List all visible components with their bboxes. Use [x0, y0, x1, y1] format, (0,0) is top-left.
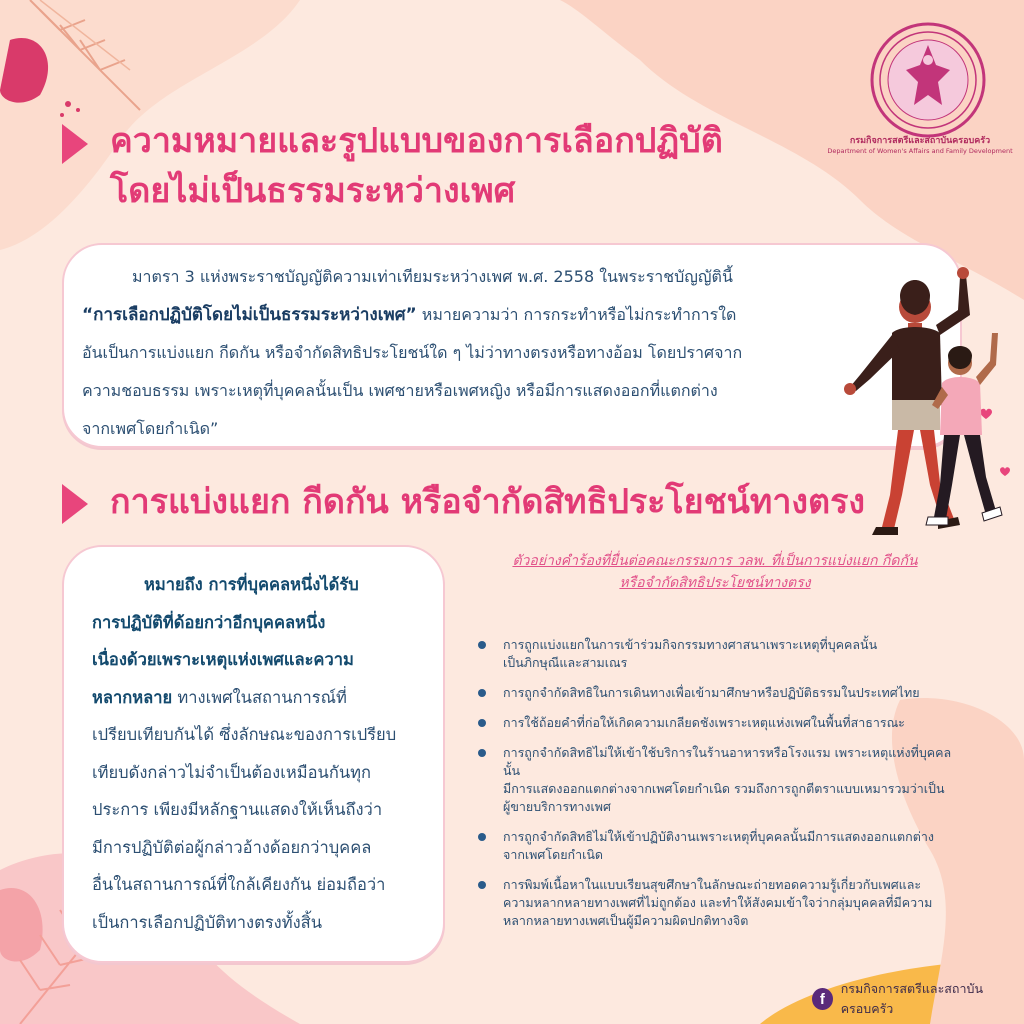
definition-line: อันเป็นการแบ่งแยก กีดกัน หรือจำกัดสิทธิประโยชน์ใด ๆ ไม่ว่าทางตรงหรือทางอ้อม โดยปราศจาก	[82, 343, 743, 362]
examples-title	[480, 550, 950, 594]
list-item-line: จากเพศโดยกำเนิด	[503, 847, 604, 862]
def-line: เทียบดังกล่าวไม่จำเป็นต้องเหมือนกันทุก	[92, 762, 371, 782]
list-item-line: มีการแสดงออกแตกต่างจากเพศโดยกำเนิด รวมถึงการถูกตีตราแบบเหมารวมว่าเป็น	[503, 781, 945, 796]
bullet-icon	[478, 881, 486, 889]
bullet-icon	[478, 689, 486, 697]
section2-title: การแบ่งแยก กีดกัน หรือจำกัดสิทธิประโยชน์ทางตรง	[110, 482, 865, 522]
direct-discrimination-text	[92, 566, 432, 941]
list-item	[478, 684, 968, 702]
list-item-line: การถูกแบ่งแยกในการเข้าร่วมกิจกรรมทางศาสนาเพราะเหตุที่บุคคลนั้น	[503, 637, 878, 652]
bullet-icon	[478, 641, 486, 649]
list-item	[478, 828, 968, 864]
definition-line: มาตรา 3 แห่งพระราชบัญญัติความเท่าเทียมระหว่างเพศ พ.ศ. 2558 ในพระราชบัญญัตินี้	[132, 267, 733, 286]
list-item	[478, 744, 968, 816]
section1-title	[110, 116, 830, 216]
definition-line: ความชอบธรรม เพราะเหตุที่บุคคลนั้นเป็น เพศชายหรือเพศหญิง หรือมีการแสดงออกที่แตกต่าง	[82, 381, 718, 400]
list-item-line: การถูกจำกัดสิทธิในการเดินทางเพื่อเข้ามาศึกษาหรือปฏิบัติธรรมในประเทศไทย	[503, 685, 920, 700]
logo-org-thai: กรมกิจการสตรีและสถาบันครอบครัว	[849, 136, 991, 146]
def-line: การปฏิบัติที่ด้อยกว่าอีกบุคคลหนึ่ง	[92, 612, 326, 632]
def-line: ประการ เพียงมีหลักฐานแสดงให้เห็นถึงว่า	[92, 800, 383, 819]
bullet-icon	[478, 719, 486, 727]
facebook-page-name[interactable]: กรมกิจการสตรีและสถาบันครอบครัว	[840, 981, 983, 1016]
section1-title-line1: ความหมายและรูปแบบของการเลือกปฏิบัติ	[110, 121, 723, 161]
facebook-page-footer[interactable]	[812, 981, 1024, 1016]
list-item	[478, 876, 968, 930]
def-line: เปรียบเทียบกันได้ ซึ่งลักษณะของการเปรียบ	[92, 725, 397, 744]
list-item-line: ผู้ขายบริการทางเพศ	[503, 799, 611, 814]
logo-org-english: Department of Women's Affairs and Family Development	[827, 147, 1013, 155]
list-item-line: หลากหลายทางเพศเป็นผู้มีความผิดปกติทางจิต	[503, 913, 749, 928]
list-item-line: ความหลากหลายทางเพศที่ไม่ถูกต้อง และทำให้สังคมเข้าใจว่ากลุ่มบุคคลที่มีความ	[503, 895, 933, 910]
list-item-line: การถูกจำกัดสิทธิไม่ให้เข้าปฏิบัติงานเพราะเหตุที่บุคคลนั้นมีการแสดงออกแตกต่าง	[503, 829, 934, 844]
logo-caption	[820, 136, 1020, 156]
definition-line	[82, 296, 842, 334]
definition-line-rest: หมายความว่า การกระทำหรือไม่กระทำการใด	[416, 305, 737, 324]
def-bold-word: หลากหลาย	[92, 687, 173, 707]
section2-arrow-icon	[62, 484, 88, 524]
list-item	[478, 636, 968, 672]
bullet-icon	[478, 749, 486, 757]
section1-title-line2: โดยไม่เป็นธรรมระหว่างเพศ	[110, 171, 516, 211]
def-line: หมายถึง การที่บุคคลหนึ่งได้รับ	[144, 575, 359, 594]
list-item-line: เป็นภิกษุณีและสามเณร	[503, 655, 628, 670]
definition-line: จากเพศโดยกำเนิด”	[82, 419, 219, 438]
list-item-line: การถูกจำกัดสิทธิไม่ให้เข้าใช้บริการในร้านอาหารหรือโรงแรม เพราะเหตุแห่งที่บุคคลนั้น	[503, 745, 952, 778]
def-line: เนื่องด้วยเพราะเหตุแห่งเพศและความ	[92, 650, 354, 669]
examples-title-line2: หรือจำกัดสิทธิประโยชน์ทางตรง	[619, 575, 811, 591]
list-item-line: การใช้ถ้อยคำที่ก่อให้เกิดความเกลียดชังเพราะเหตุแห่งเพศในพื้นที่สาธารณะ	[503, 715, 905, 730]
definition-text	[82, 258, 842, 448]
examples-title-line1: ตัวอย่างคำร้องที่ยื่นต่อคณะกรรมการ วลพ. ที่เป็นการแบ่งแยก กีดกัน	[512, 553, 918, 569]
def-line: มีการปฏิบัติต่อผู้กล่าวอ้างด้อยกว่าบุคคล	[92, 837, 372, 857]
definition-term: “การเลือกปฏิบัติโดยไม่เป็นธรรมระหว่างเพศ”	[82, 305, 417, 325]
def-line-rest: ทางเพศในสถานการณ์ที่	[172, 687, 347, 707]
def-line: เป็นการเลือกปฏิบัติทางตรงทั้งสิ้น	[92, 912, 323, 932]
facebook-icon[interactable]: f	[812, 988, 833, 1010]
examples-list	[478, 636, 968, 942]
bullet-icon	[478, 833, 486, 841]
list-item-line: การพิมพ์เนื้อหาในแบบเรียนสุขศึกษาในลักษณะถ่ายทอดความรู้เกี่ยวกับเพศและ	[503, 877, 922, 892]
def-line	[92, 679, 432, 717]
section1-arrow-icon	[62, 124, 88, 164]
def-line: อื่นในสถานการณ์ที่ใกล้เคียงกัน ย่อมถือว่า	[92, 875, 386, 894]
list-item	[478, 714, 968, 732]
